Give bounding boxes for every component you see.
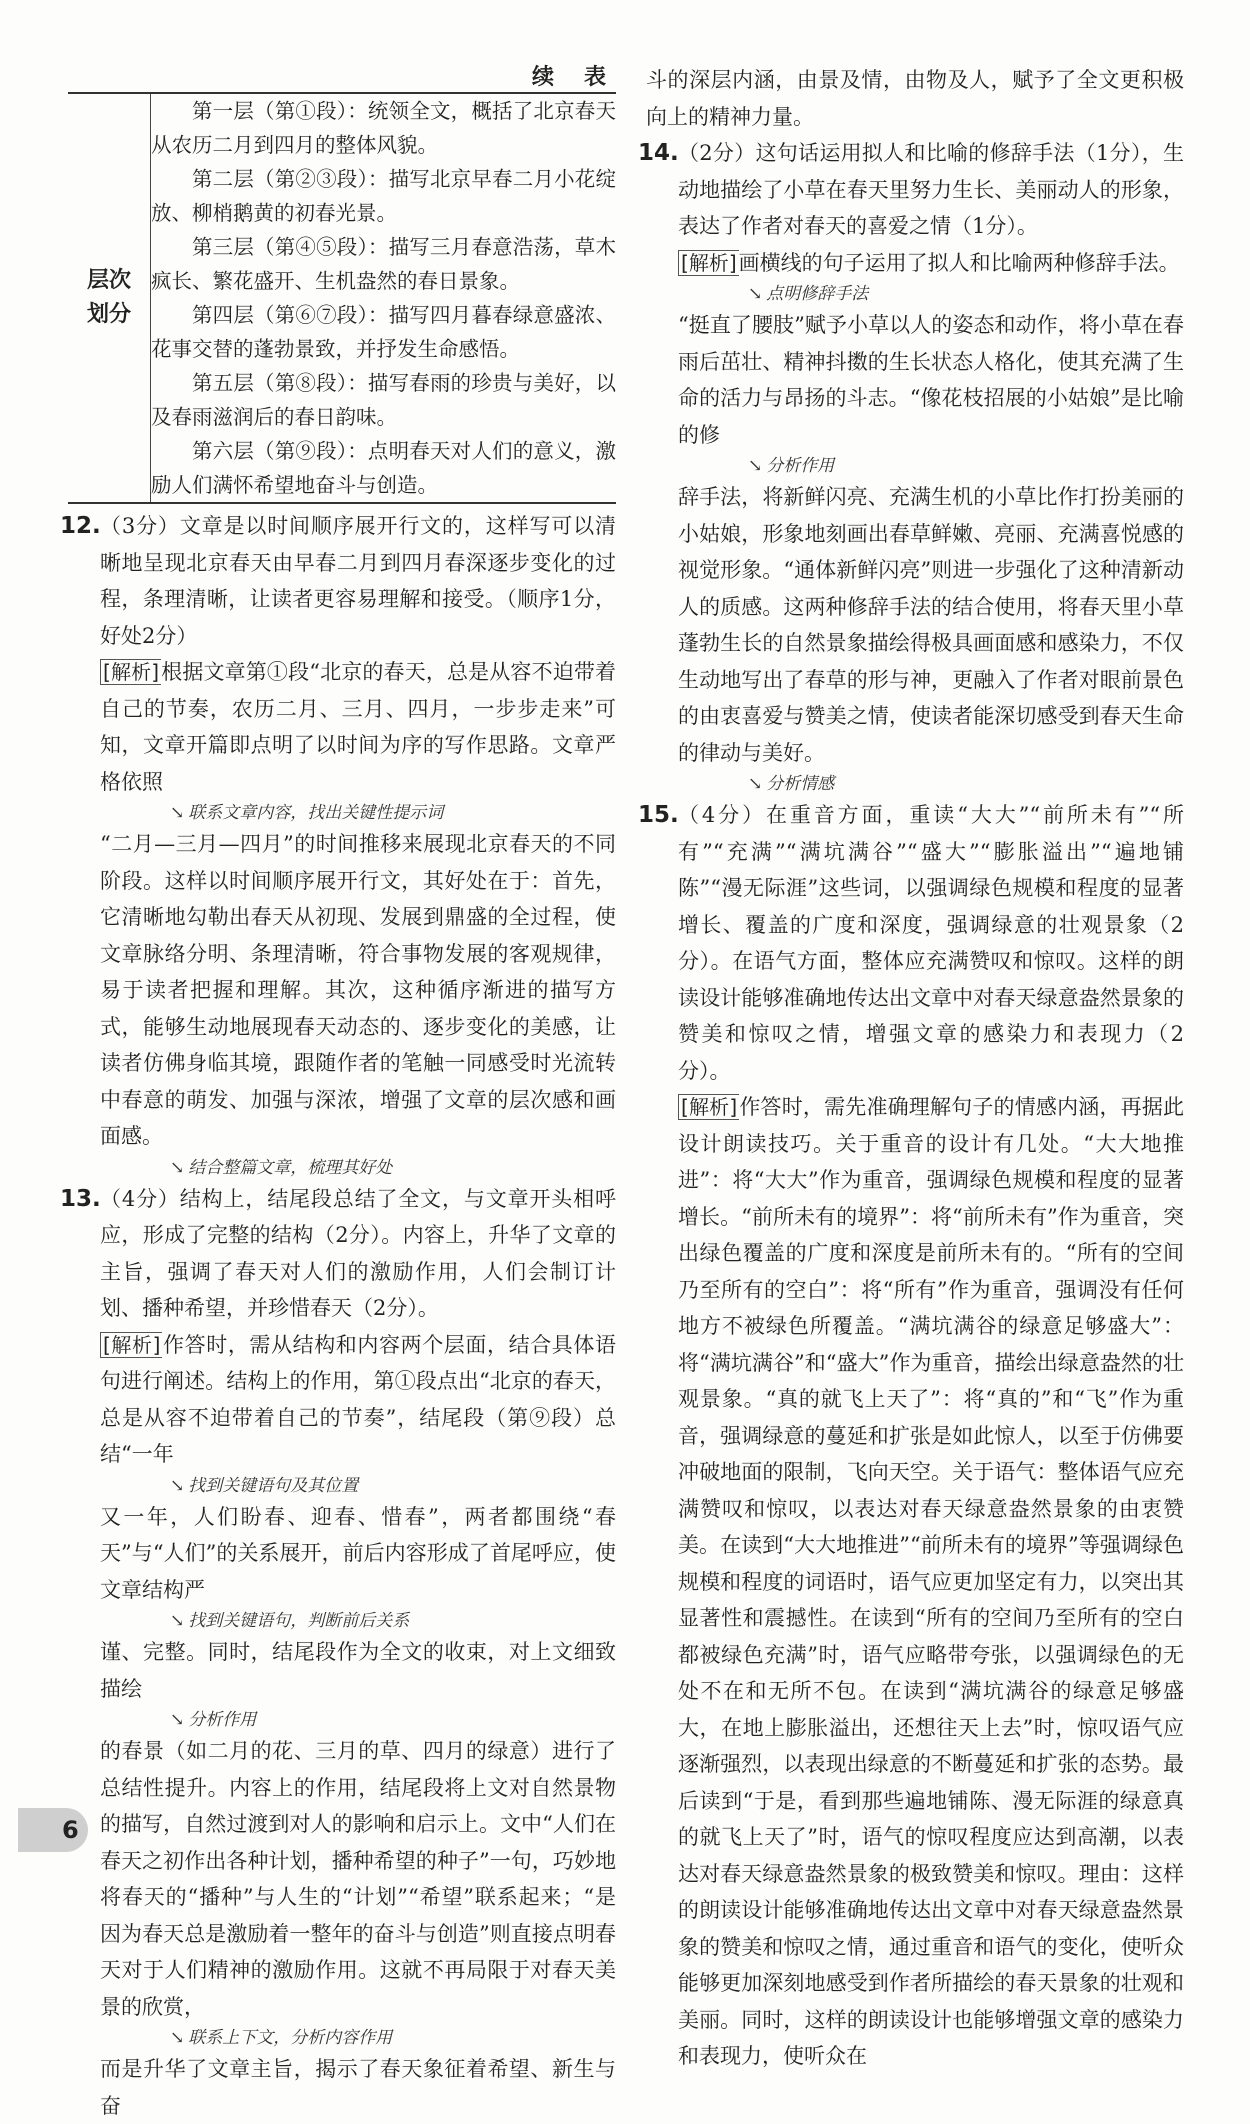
table-header-cell [68, 93, 151, 503]
analysis-block [678, 245, 1184, 282]
left-column [68, 0, 616, 2124]
analysis-text: 而是升华了文章主旨，揭示了春天象征着希望、新生与奋 [100, 2051, 616, 2124]
question-number: 14. [638, 135, 679, 172]
analysis-block [100, 654, 616, 800]
margin-note: ↘ 结合整篇文章，梳理其好处 [100, 1155, 616, 1181]
analysis-tag: [解析] [678, 250, 739, 276]
analysis-block [100, 1327, 616, 1473]
layer-6: 第六层（第⑨段）：点明春天对人们的意义，激励人们满怀希望地奋斗与创造。 [151, 434, 616, 502]
margin-note: ↘ 分析作用 [100, 1707, 616, 1733]
layer-3: 第三层（第④⑤段）：描写三月春意浩荡，草木疯长、繁花盛开、生机盎然的春日景象。 [151, 230, 616, 298]
margin-note: ↘ 点明修辞手法 [678, 281, 1184, 307]
margin-note: ↘ 分析作用 [678, 453, 1184, 479]
right-column [646, 0, 1184, 2075]
table-continued-label: 续 表 [68, 62, 616, 92]
margin-note: ↘ 找到关键语句及其位置 [100, 1473, 616, 1499]
margin-note: ↘ 分析情感 [678, 771, 1184, 797]
question-13 [68, 1181, 616, 2124]
note-arrow-icon: ↘ [170, 1611, 184, 1631]
analysis-text: 的春景（如二月的花、三月的草、四月的绿意）进行了总结性提升。内容上的作用，结尾段将上文对自然景物的描写，自然过渡到对人的影响和启示上。文中“人们在春天之初作出各种计划，播种希望的种子”一句，巧妙地将春天的“播种”与人生的“计划”“希望”联系起来；“是因为春天总是激励着一整年的奋斗与创造”则直接点明春天对于人们精神的激励作用。这就不再局限于对春天美景的欣赏， [100, 1733, 616, 2025]
analysis-block [678, 1089, 1184, 2075]
layer-5: 第五层（第⑧段）：描写春雨的珍贵与美好，以及春雨滋润后的春日韵味。 [151, 366, 616, 434]
analysis-text: “二月—三月—四月”的时间推移来展现北京春天的不同阶段。这样以时间顺序展开行文，其好处在于：首先，它清晰地勾勒出春天从初现、发展到鼎盛的全过程，使文章脉络分明、条理清晰，符合事物发展的客观规律，易于读者把握和理解。其次，这种循序渐进的描写方式，能够生动地展现春天动态的、逐步变化的美感，让读者仿佛身临其境，跟随作者的笔触一同感受时光流转中春意的萌发、加强与深浓，增强了文章的层次感和画面感。 [100, 826, 616, 1155]
continued-text: 斗的深层内涵，由景及情，由物及人，赋予了全文更积极向上的精神力量。 [646, 62, 1184, 135]
analysis-tag: [解析] [100, 659, 161, 685]
analysis-text: 作答时，需从结构和内容两个层面，结合具体语句进行阐述。结构上的作用，第①段点出“北京的春天，总是从容不迫带着自己的节奏”，结尾段（第⑨段）总结“一年 [100, 1333, 616, 1467]
margin-note: ↘ 联系文章内容，找出关键性提示词 [100, 800, 616, 826]
answer-text: （4分）结构上，结尾段总结了全文，与文章开头相呼应，形成了完整的结构（2分）。内容上，升华了文章的主旨，强调了春天对人们的激励作用，人们会制订计划、播种希望，并珍惜春天（2分）。 [100, 1181, 616, 1327]
analysis-text: 又一年，人们盼春、迎春、惜春”，两者都围绕“春天”与“人们”的关系展开，前后内容形成了首尾呼应，使文章结构严 [100, 1499, 616, 1609]
answer-text: （2分）这句话运用拟人和比喻的修辞手法（1分），生动地描绘了小草在春天里努力生长、美丽动人的形象，表达了作者对春天的喜爱之情（1分）。 [678, 135, 1184, 245]
layer-4: 第四层（第⑥⑦段）：描写四月暮春绿意盛浓、花事交替的蓬勃景致，并抒发生命感悟。 [151, 298, 616, 366]
question-number: 12. [60, 508, 101, 545]
note-arrow-icon: ↘ [170, 1158, 184, 1178]
analysis-text: 辞手法，将新鲜闪亮、充满生机的小草比作打扮美丽的小姑娘，形象地刻画出春草鲜嫩、亮丽、充满喜悦感的视觉形象。“通体新鲜闪亮”则进一步强化了这种清新动人的质感。这两种修辞手法的结合使用，将春天里小草蓬勃生长的自然景象描绘得极具画面感和感染力，不仅生动地写出了春草的形与神，更融入了作者对眼前景色的由衷喜爱与赞美之情，使读者能深切感受到春天生命的律动与美好。 [678, 479, 1184, 771]
answer-text: （4分）在重音方面，重读“大大”“前所未有”“所有”“充满”“满坑满谷”“盛大”“膨胀溢出”“遍地铺陈”“漫无际涯”这些词，以强调绿色规模和程度的显著增长、覆盖的广度和深度，强调绿意的壮观景象（2分）。在语气方面，整体应充满赞叹和惊叹。这样的朗读设计能够准确地传达出文章中对春天绿意盎然景象的赞美和惊叹之情，增强文章的感染力和表现力（2分）。 [678, 797, 1184, 1089]
note-arrow-icon: ↘ [748, 774, 762, 794]
question-14 [646, 135, 1184, 797]
layer-1: 第一层（第①段）：统领全文，概括了北京春天从农历二月到四月的整体风貌。 [151, 94, 616, 162]
margin-note: ↘ 找到关键语句，判断前后关系 [100, 1608, 616, 1634]
note-arrow-icon: ↘ [170, 2028, 184, 2048]
question-15 [646, 797, 1184, 2075]
note-arrow-icon: ↘ [748, 456, 762, 476]
margin-note: ↘ 联系上下文，分析内容作用 [100, 2025, 616, 2051]
analysis-text: 作答时，需先准确理解句子的情感内涵，再据此设计朗读技巧。关于重音的设计有几处。“大大地推进”：将“大大”作为重音，强调绿色规模和程度的显著增长。“前所未有的境界”：将“前所未有”作为重音，突出绿色覆盖的广度和深度是前所未有的。“所有的空间乃至所有的空白”：将“所有”作为重音，强调没有任何地方不被绿色所覆盖。“满坑满谷的绿意足够盛大”：将“满坑满谷”和“盛大”作为重音，描绘出绿意盎然的壮观景象。“真的就飞上天了”：将“真的”和“飞”作为重音，强调绿意的蔓延和扩张是如此惊人，以至于仿佛要冲破地面的限制，飞向天空。关于语气：整体语气应充满赞叹和惊叹，以表达对春天绿意盎然景象的由衷赞美。在读到“大大地推进”“前所未有的境界”等强调绿色规模和程度的词语时，语气应更加坚定有力，以突出其显著性和震撼性。在读到“所有的空间乃至所有的空白都被绿色充满”时，语气应略带夸张，以强调绿色的无处不在和无所不包。在读到“满坑满谷的绿意足够盛大，在地上膨胀溢出，还想往天上去”时，惊叹语气应逐渐强烈，以表现出绿意的不断蔓延和扩张的态势。最后读到“于是，看到那些遍地铺陈、漫无际涯的绿意真的就飞上天了”时，语气的惊叹程度应达到高潮，以表达对春天绿意盎然景象的极致赞美和惊叹。理由：这样的朗读设计能够准确地传达出文章中对春天绿意盎然景象的赞美和惊叹之情，通过重音和语气的变化，使听众能够更加深刻地感受到作者所描绘的春天景象的壮观和美丽。同时，这样的朗读设计也能够增强文章的感染力和表现力，使听众在 [678, 1095, 1184, 2068]
table-content-cell [151, 93, 617, 503]
analysis-text: 谨、完整。同时，结尾段作为全文的收束，对上文细致描绘 [100, 1634, 616, 1707]
note-arrow-icon: ↘ [170, 1476, 184, 1496]
note-arrow-icon: ↘ [170, 1710, 184, 1730]
answer-text: （3分）文章是以时间顺序展开行文的，这样写可以清晰地呈现北京春天由早春二月到四月春深逐步变化的过程，条理清晰，让读者更容易理解和接受。（顺序1分，好处2分） [100, 508, 616, 654]
question-number: 13. [60, 1181, 101, 1218]
layer-2: 第二层（第②③段）：描写北京早春二月小花绽放、柳梢鹅黄的初春光景。 [151, 162, 616, 230]
table-header-line-2: 划分 [68, 298, 150, 332]
note-arrow-icon: ↘ [748, 284, 762, 304]
analysis-tag: [解析] [100, 1332, 162, 1358]
layer-division-table [68, 92, 616, 504]
question-12 [68, 508, 616, 1181]
analysis-text: 画横线的句子运用了拟人和比喻两种修辞手法。 [739, 251, 1180, 275]
analysis-text: 根据文章第①段“北京的春天，总是从容不迫带着自己的节奏，农历二月、三月、四月，一步步走来”可知，文章开篇即点明了以时间为序的写作思路。文章严格依照 [100, 660, 616, 794]
page-number: 6 [18, 1808, 88, 1852]
analysis-text: “挺直了腰肢”赋予小草以人的姿态和动作，将小草在春雨后茁壮、精神抖擞的生长状态人格化，使其充满了生命的活力与昂扬的斗志。“像花枝招展的小姑娘”是比喻的修 [678, 307, 1184, 453]
note-arrow-icon: ↘ [170, 803, 184, 823]
table-header-line-1: 层次 [68, 264, 150, 298]
question-number: 15. [638, 797, 679, 834]
analysis-tag: [解析] [678, 1094, 739, 1120]
